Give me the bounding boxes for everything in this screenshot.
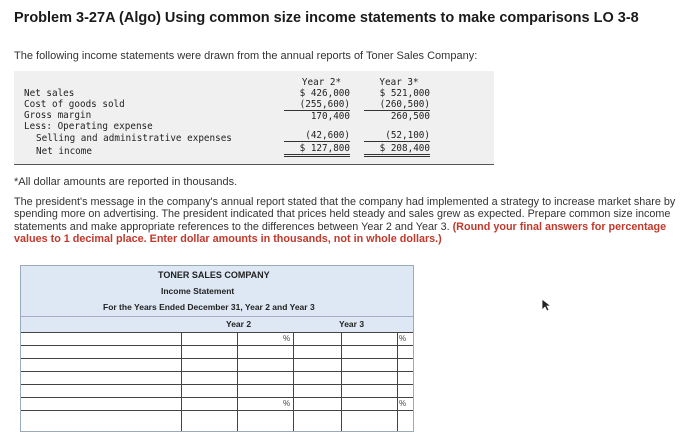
gross-margin-year2: 170,400 (310, 111, 350, 122)
answer-year2-header: Year 2 (226, 319, 252, 329)
net-sales-year2: $ 426,000 (299, 88, 350, 99)
net-income-year2: $ 127,800 (284, 143, 350, 157)
row-label-cogs: Cost of goods sold (24, 99, 125, 110)
answer-row (21, 345, 413, 359)
answer-row (21, 384, 413, 398)
row-label-gross-margin: Gross margin (24, 110, 92, 121)
answer-year3-header: Year 3 (339, 319, 365, 329)
instructions-text: The president's message in the company's annual report stated that the company had implemented a strategy to increase market share by spending more on advertising. The president indicated that prices held steady and sales grew as expected. Prepare common size income statements and make appropriate references to the differences between Year 2 and Year 3. (14, 196, 676, 233)
cogs-year2: (255,600) (284, 99, 350, 111)
year2-amount-input[interactable] (181, 411, 238, 431)
percent-sign: % (283, 399, 291, 408)
row-label-net-sales: Net sales (24, 88, 75, 99)
year3-percent-input[interactable] (341, 411, 398, 431)
instructions-paragraph (14, 196, 686, 246)
answer-statement-name: Income Statement (161, 286, 235, 296)
answer-period: For the Years Ended December 31, Year 2 and Year 3 (103, 302, 315, 312)
col-header-year2: Year 2* (301, 77, 342, 88)
answer-table-header (21, 266, 413, 316)
row-label-selling-admin: Selling and administrative expenses (36, 133, 232, 144)
answer-row (21, 397, 413, 411)
mouse-cursor-icon (541, 298, 553, 312)
income-statement-table (14, 71, 494, 165)
row-label-operating-expense: Less: Operating expense (24, 121, 153, 132)
percent-sign: % (283, 334, 291, 343)
answer-year-header-row (21, 316, 413, 333)
rounding-instructions: (Round your final answers for percentage values to 1 decimal place. Enter dollar amounts in thousands, not in whole dollars.) (14, 220, 667, 246)
intro-text: The following income statements were drawn from the annual reports of Toner Sales Company: (14, 50, 478, 62)
gross-margin-year3: 260,500 (390, 111, 430, 122)
answer-row (21, 371, 413, 385)
footnote: *All dollar amounts are reported in thousands. (14, 176, 238, 188)
net-sales-year3: $ 521,000 (379, 88, 430, 99)
answer-table (20, 265, 414, 432)
answer-row (21, 332, 413, 346)
page-title: Problem 3-27A (Algo) Using common size income statements to make comparisons LO 3-8 (14, 10, 639, 26)
cogs-year3: (260,500) (364, 99, 430, 111)
col-header-year3: Year 3* (379, 77, 419, 88)
answer-row (21, 358, 413, 372)
selling-admin-year2: (42,600) (284, 130, 350, 142)
net-income-year3: $ 208,400 (364, 143, 430, 157)
year3-amount-input[interactable] (293, 411, 342, 431)
answer-row (21, 410, 413, 431)
percent-sign: % (399, 334, 407, 343)
selling-admin-year3: (52,100) (364, 130, 430, 142)
year2-percent-input[interactable] (237, 411, 294, 431)
answer-company-name: TONER SALES COMPANY (158, 270, 270, 280)
percent-sign: % (399, 399, 407, 408)
year3-cell-end (397, 411, 413, 431)
row-label-net-income: Net income (36, 146, 92, 157)
